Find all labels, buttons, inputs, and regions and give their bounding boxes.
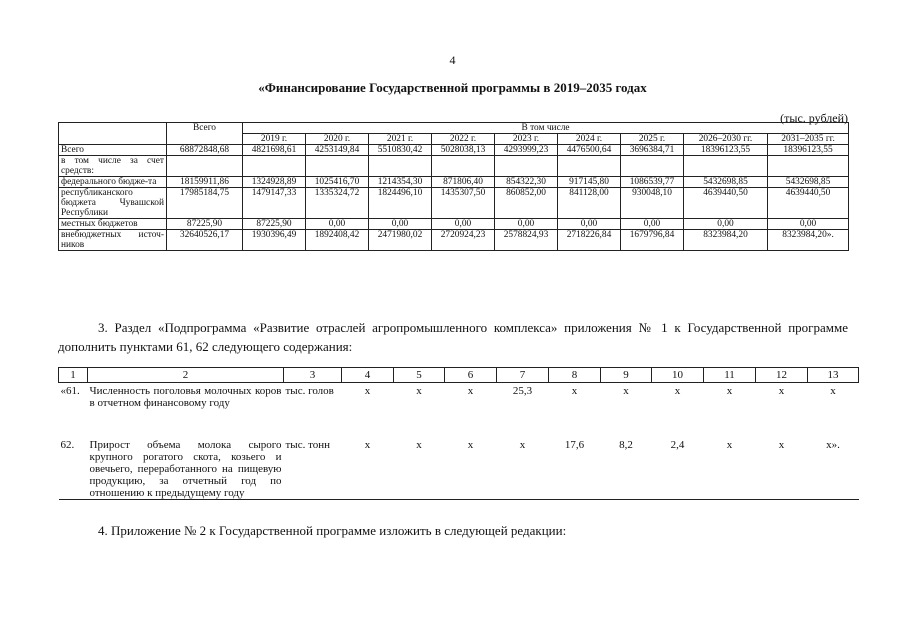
- finance-value-cell: 0,00: [768, 219, 849, 230]
- indicator-value: 25,3: [512, 385, 533, 397]
- finance-value-cell: 5432698,85: [684, 177, 768, 188]
- indicator-value: x».: [808, 437, 859, 500]
- finance-row: [59, 145, 849, 156]
- year-header-cell: 2026–2030 гг.: [684, 134, 768, 145]
- column-number-cell: 11: [704, 368, 756, 383]
- finance-corner-cell: [59, 123, 167, 145]
- page-number: 4: [449, 53, 456, 67]
- finance-value-cell: 17985184,75: [167, 188, 243, 219]
- finance-value-cell: 2578824,93: [495, 230, 558, 251]
- finance-value-cell: 18396123,55: [684, 145, 768, 156]
- finance-value-cell: 4639440,50: [768, 188, 849, 219]
- indicator-value: x: [445, 437, 497, 500]
- indicator-value: 2,4: [652, 437, 704, 500]
- section-title: «Финансирование Государственной программы в 2019–2035 годах: [258, 80, 647, 95]
- indicator-value: x: [756, 437, 808, 500]
- finance-value-cell: 0,00: [369, 219, 432, 230]
- finance-value-cell: 1679796,84: [621, 230, 684, 251]
- column-number-cell: 10: [652, 368, 704, 383]
- finance-value-cell: 68872848,68: [167, 145, 243, 156]
- column-number-cell: 1: [59, 368, 88, 383]
- finance-value-cell: 1479147,33: [243, 188, 306, 219]
- finance-row-label: федерального бюдже-та: [59, 177, 167, 188]
- year-header-cell: 2023 г.: [495, 134, 558, 145]
- finance-row-label: в том числе за счет средств:: [59, 156, 167, 177]
- finance-value-cell: 8323984,20».: [768, 230, 849, 251]
- finance-table: [58, 122, 849, 251]
- indicator-value: x: [467, 385, 474, 397]
- finance-value-cell: 3696384,71: [621, 145, 684, 156]
- indicator-value: x: [497, 437, 549, 500]
- indicator-unit: тыс. голов: [285, 385, 334, 397]
- finance-value-cell: [306, 156, 369, 177]
- column-number-cell: 4: [342, 368, 394, 383]
- year-header-cell: 2031–2035 гг.: [768, 134, 849, 145]
- column-number-cell: 7: [497, 368, 549, 383]
- column-number-cell: 5: [394, 368, 445, 383]
- group-header: В том числе: [243, 123, 849, 134]
- indicator-value: x: [416, 385, 422, 397]
- year-header-cell: 2022 г.: [432, 134, 495, 145]
- finance-value-cell: 0,00: [432, 219, 495, 230]
- year-header-cell: 2020 г.: [306, 134, 369, 145]
- finance-value-cell: 18396123,55: [768, 145, 849, 156]
- indicator-number: 62.: [59, 437, 88, 500]
- finance-value-cell: 1824496,10: [369, 188, 432, 219]
- indicator-value: x: [830, 385, 836, 397]
- finance-value-cell: 4821698,61: [243, 145, 306, 156]
- finance-value-cell: 1324928,89: [243, 177, 306, 188]
- units-note: (тыс. рублей): [780, 111, 848, 125]
- column-number-cell: 2: [88, 368, 284, 383]
- finance-row-label: республиканского бюджета Чувашской Республики: [59, 188, 167, 219]
- indicator-unit: тыс. тонн: [284, 437, 342, 500]
- column-number-cell: 9: [601, 368, 652, 383]
- finance-row: [59, 156, 849, 177]
- finance-row: [59, 177, 849, 188]
- finance-value-cell: [768, 156, 849, 177]
- finance-value-cell: [558, 156, 621, 177]
- finance-value-cell: 841128,00: [558, 188, 621, 219]
- paragraph-4: 4. Приложение № 2 к Государственной программе изложить в следующей редакции:: [98, 523, 567, 538]
- finance-value-cell: 8323984,20: [684, 230, 768, 251]
- finance-row: [59, 230, 849, 251]
- finance-row: [59, 219, 849, 230]
- finance-value-cell: [495, 156, 558, 177]
- finance-value-cell: [432, 156, 495, 177]
- year-header-cell: 2019 г.: [243, 134, 306, 145]
- indicator-value: x: [342, 437, 394, 500]
- finance-value-cell: 1892408,42: [306, 230, 369, 251]
- finance-row-label: местных бюджетов: [59, 219, 167, 230]
- finance-value-cell: 0,00: [558, 219, 621, 230]
- indicator-value: x: [704, 437, 756, 500]
- finance-value-cell: 0,00: [684, 219, 768, 230]
- finance-value-cell: 1435307,50: [432, 188, 495, 219]
- indicator-name: Прирост объема молока сырого крупного рогатого скота, козьего и овечьего, переработанного на пищевую продукцию, за отчетный год по отношению к предыдущему году: [89, 439, 282, 499]
- finance-value-cell: 917145,80: [558, 177, 621, 188]
- finance-value-cell: [167, 156, 243, 177]
- indicator-value: x: [364, 385, 371, 397]
- paragraph-3: 3. Раздел «Подпрограмма «Развитие отраслей агропромышленного комплекса» приложения № 1 к Государственной программе дополнить пунктами 61, 62 следующего содержания:: [58, 320, 848, 354]
- indicator-name: Численность поголовья молочных коров в отчетном финансовому году: [89, 385, 282, 409]
- finance-value-cell: [243, 156, 306, 177]
- finance-value-cell: [684, 156, 768, 177]
- finance-value-cell: 930048,10: [621, 188, 684, 219]
- finance-value-cell: 4253149,84: [306, 145, 369, 156]
- indicator-value: x: [571, 385, 578, 397]
- finance-value-cell: 1335324,72: [306, 188, 369, 219]
- finance-value-cell: 32640526,17: [167, 230, 243, 251]
- finance-value-cell: 2718226,84: [558, 230, 621, 251]
- indicator-value: x: [778, 385, 785, 397]
- finance-row-label: Всего: [59, 145, 167, 156]
- indicator-value: 17,6: [549, 437, 601, 500]
- finance-value-cell: 1214354,30: [369, 177, 432, 188]
- finance-value-cell: [369, 156, 432, 177]
- column-number-cell: 12: [756, 368, 808, 383]
- indicator-value: x: [394, 437, 445, 500]
- column-number-cell: 13: [808, 368, 859, 383]
- finance-value-cell: 2471980,02: [369, 230, 432, 251]
- finance-value-cell: 5028038,13: [432, 145, 495, 156]
- finance-value-cell: 4293999,23: [495, 145, 558, 156]
- finance-value-cell: 871806,40: [432, 177, 495, 188]
- indicator-value: x: [726, 385, 733, 397]
- year-header-cell: 2025 г.: [621, 134, 684, 145]
- indicator-number: «61.: [60, 385, 80, 397]
- finance-value-cell: 0,00: [306, 219, 369, 230]
- finance-value-cell: 5510830,42: [369, 145, 432, 156]
- finance-value-cell: 0,00: [495, 219, 558, 230]
- row-spacer: [59, 409, 859, 437]
- indicator-row: [59, 383, 859, 410]
- finance-value-cell: [621, 156, 684, 177]
- finance-value-cell: 1930396,49: [243, 230, 306, 251]
- finance-value-cell: 18159911,86: [167, 177, 243, 188]
- finance-value-cell: 854322,30: [495, 177, 558, 188]
- finance-value-cell: 4639440,50: [684, 188, 768, 219]
- finance-value-cell: 860852,00: [495, 188, 558, 219]
- finance-value-cell: 87225,90: [243, 219, 306, 230]
- total-header: Всего: [167, 123, 243, 145]
- indicator-value: 8,2: [601, 437, 652, 500]
- finance-row: [59, 188, 849, 219]
- finance-value-cell: 0,00: [621, 219, 684, 230]
- finance-value-cell: 2720924,23: [432, 230, 495, 251]
- column-number-cell: 6: [445, 368, 497, 383]
- finance-header-row: [59, 123, 849, 134]
- indicators-table: [58, 367, 859, 500]
- finance-value-cell: 87225,90: [167, 219, 243, 230]
- finance-row-label: внебюджетных источ-ников: [59, 230, 167, 251]
- row-spacer-cell: [59, 409, 859, 437]
- finance-value-cell: 4476500,64: [558, 145, 621, 156]
- finance-value-cell: 1086539,77: [621, 177, 684, 188]
- year-header-cell: 2021 г.: [369, 134, 432, 145]
- column-number-cell: 3: [284, 368, 342, 383]
- indicator-value: x: [623, 385, 629, 397]
- indicator-row: [59, 437, 859, 500]
- indicators-header-row: [59, 368, 859, 383]
- finance-value-cell: 1025416,70: [306, 177, 369, 188]
- column-number-cell: 8: [549, 368, 601, 383]
- year-header-cell: 2024 г.: [558, 134, 621, 145]
- indicator-value: x: [674, 385, 681, 397]
- finance-value-cell: 5432698,85: [768, 177, 849, 188]
